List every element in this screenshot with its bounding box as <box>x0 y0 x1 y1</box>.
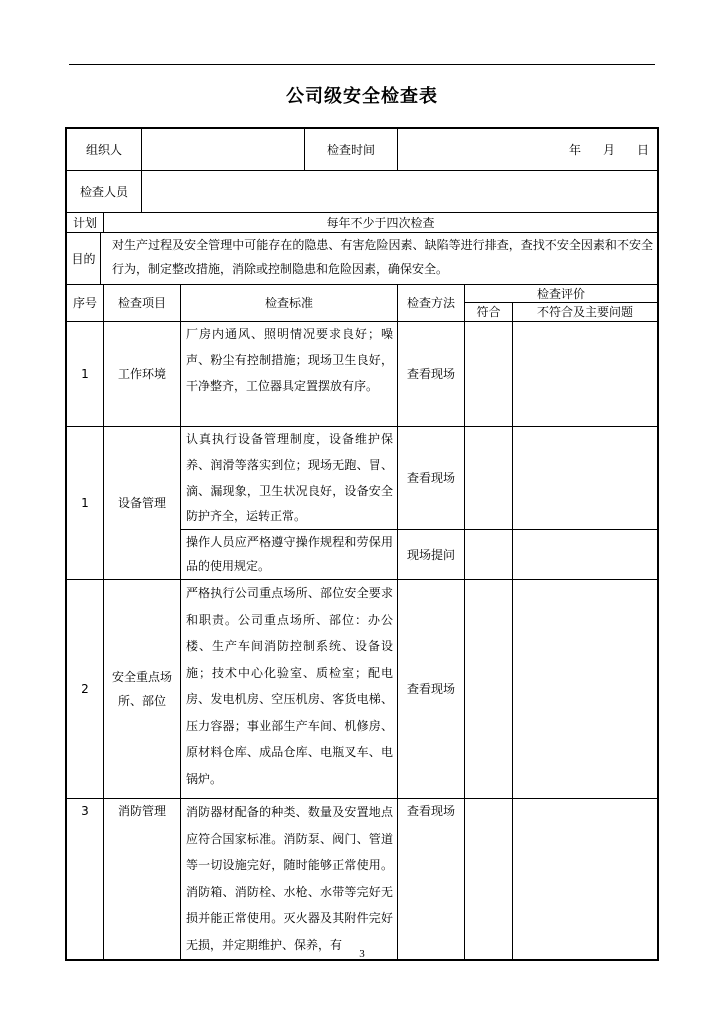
col-header-no: 序号 <box>72 296 97 310</box>
row-method: 查看现场 <box>406 471 455 485</box>
row-method: 查看现场 <box>406 682 455 696</box>
date-month: 月 <box>602 142 615 157</box>
date-day: 日 <box>636 142 649 157</box>
header-rule <box>69 64 655 65</box>
row-standard: 认真执行设备管理制度，设备维护保养、润滑等落实到位；现场无跑、冒、滴、漏现象，卫生状况良好，设备安全防护齐全，运转正常。 <box>186 432 393 524</box>
purpose-value: 对生产过程及安全管理中可能存在的隐患、有害危险因素、缺陷等进行排查，查找不安全因素和不安全行为，制定整改措施，消除或控制隐患和危险因素，确保安全。 <box>112 238 653 276</box>
row-method: 现场提问 <box>406 547 455 562</box>
row-item: 设备管理 <box>117 496 166 510</box>
organizer-label: 组织人 <box>85 142 122 157</box>
organizer-field[interactable] <box>142 129 304 170</box>
check-time-label: 检查时间 <box>326 142 375 157</box>
row-no: 1 <box>81 367 89 381</box>
row-no: 3 <box>81 804 89 818</box>
col-divider <box>512 302 513 959</box>
row-standard: 消防器材配备的种类、数量及安置地点应符合国家标准。消防泵、阀门、管道等一切设施完好，随时能够正常使用。消防箱、消防栓、水枪、水带等完好无损并能正常使用。灭火器及其附件完好无损，并定期维护、保养，有 <box>186 805 393 952</box>
inspection-table <box>65 127 659 961</box>
check-date-field[interactable] <box>398 129 657 170</box>
purpose-label: 目的 <box>71 251 96 266</box>
row-method: 查看现场 <box>406 367 455 381</box>
row-item: 安全重点场所、部位 <box>111 670 172 708</box>
row-item: 消防管理 <box>117 804 166 818</box>
page-number: 3 <box>359 948 365 960</box>
col-header-evaluation: 检查评价 <box>536 286 585 301</box>
col-header-nonconform: 不符合及主要问题 <box>536 305 633 319</box>
row-no: 2 <box>81 682 89 696</box>
col-header-standard: 检查标准 <box>264 296 313 310</box>
row-standard: 厂房内通风、照明情况要求良好；噪声、粉尘有控制措施；现场卫生良好，干净整齐，工位器具定置摆放有序。 <box>186 327 393 393</box>
col-header-method: 检查方法 <box>406 296 455 310</box>
row-item: 工作环境 <box>117 367 166 381</box>
document-title: 公司级安全检查表 <box>286 86 438 107</box>
inspectors-field[interactable] <box>142 171 657 212</box>
plan-value: 每年不少于四次检查 <box>326 215 435 230</box>
plan-label: 计划 <box>72 215 97 230</box>
date-year: 年 <box>568 142 581 157</box>
row-standard: 操作人员应严格遵守操作规程和劳保用品的使用规定。 <box>186 535 393 573</box>
inspectors-label: 检查人员 <box>79 184 128 199</box>
col-divider <box>464 284 465 959</box>
col-header-item: 检查项目 <box>117 296 166 310</box>
row-no: 1 <box>81 496 89 510</box>
row-standard: 严格执行公司重点场所、部位安全要求和职责。公司重点场所、部位：办公楼、生产车间消防控制系统、设备设施；技术中心化验室、质检室；配电房、发电机房、空压机房、客货电梯、压力容器；事业部生产车间、机修房、原材料仓库、成品仓库、电瓶叉车、电锅炉。 <box>186 586 393 786</box>
col-header-conform: 符合 <box>476 305 501 319</box>
row-method: 查看现场 <box>406 804 455 818</box>
